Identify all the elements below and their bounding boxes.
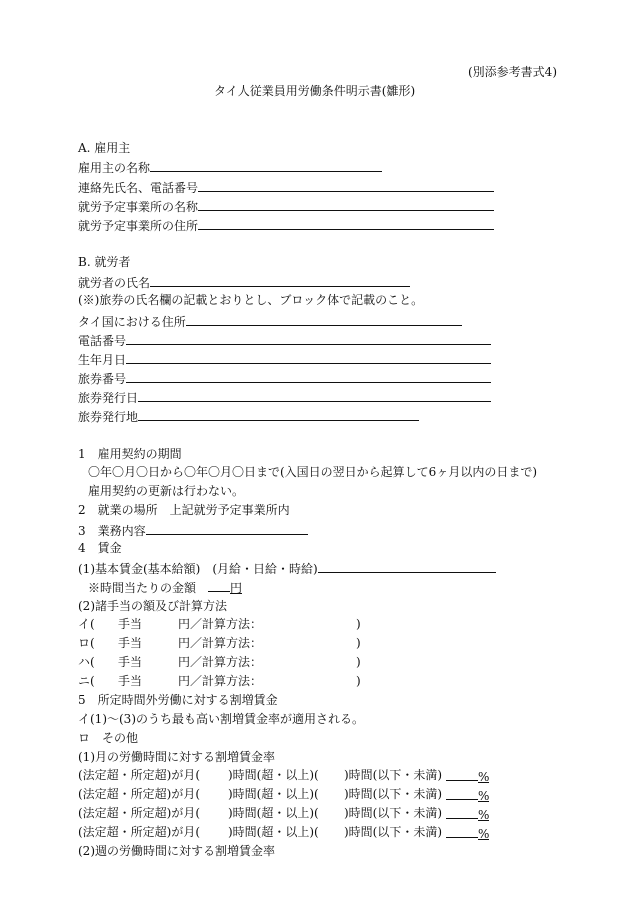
contract-renewal: 雇用契約の更新は行わない。 [88, 484, 245, 498]
workplace-name-field[interactable] [198, 197, 494, 211]
job-description-label: 3 業務内容 [78, 524, 146, 538]
allowance-label: 手当 [118, 655, 143, 669]
field-label: 旅券発行日 [78, 391, 139, 405]
field-label: 生年月日 [78, 353, 127, 367]
contact-field[interactable] [198, 178, 494, 192]
item-5-heading: 5 所定時間外労働に対する割増賃金 [78, 693, 278, 707]
passport-number-row [78, 369, 491, 387]
allowance-mark: ニ( [78, 674, 95, 688]
rate-part-a: (法定超・所定超)が月( [78, 825, 201, 839]
passport-name-note: (※)旅券の氏名欄の記載とおりとし、ブロック体で記載のこと。 [78, 293, 424, 307]
rate-part-c: )時間(以下・未満) [344, 768, 443, 782]
worker-name-field[interactable] [150, 273, 410, 287]
overtime-rule-ro: ロ その他 [78, 731, 139, 745]
rate-value-row [446, 786, 489, 804]
rate-part-c: )時間(以下・未満) [344, 806, 443, 820]
allowance-mark: イ( [78, 617, 95, 631]
rate-part-a: (法定超・所定超)が月( [78, 806, 201, 820]
allowance-close: ) [356, 655, 361, 669]
contact-row [78, 178, 494, 196]
rate-value-row [446, 824, 489, 842]
monthly-rate-heading: (1)月の労働時間に対する割増賃金率 [78, 750, 275, 764]
allowance-calc-label: 円／計算方法： [178, 617, 263, 631]
hourly-amount-label: ※時間当たりの金額 [88, 581, 197, 595]
hourly-amount-row [88, 578, 242, 596]
allowance-label: 手当 [118, 674, 143, 688]
contract-period: 〇年〇月〇日から〇年〇月〇日まで(入国日の翌日から起算して6ヶ月以内の日まで) [88, 465, 538, 479]
base-wage-label: (1)基本賃金(基本給額) (月給・日給・時給) [78, 562, 318, 576]
item-4-heading: 4 賃金 [78, 541, 122, 555]
rate-value-row [446, 805, 489, 823]
passport-issue-date-field[interactable] [138, 388, 491, 402]
allowance-label: 手当 [118, 636, 143, 650]
field-label: 就労者の氏名 [78, 276, 151, 290]
base-wage-row [78, 559, 496, 577]
percent-unit: % [478, 789, 490, 803]
field-label: 連絡先氏名、電話番号 [78, 181, 199, 195]
field-label: 就労予定事業所の住所 [78, 219, 199, 233]
rate-value-row [446, 767, 489, 785]
item-2-workplace: 2 就業の場所 上記就労予定事業所内 [78, 503, 290, 517]
employer-name-row [78, 158, 382, 176]
rate-part-c: )時間(以下・未満) [344, 787, 443, 801]
document-title: タイ人従業員用労働条件明示書(雛形) [214, 84, 416, 98]
section-a-heading: A. 雇用主 [78, 141, 131, 155]
item-1-heading: 1 雇用契約の期間 [78, 447, 182, 461]
allowance-mark: ハ( [78, 655, 95, 669]
rate-part-a: (法定超・所定超)が月( [78, 787, 201, 801]
allowance-close: ) [356, 636, 361, 650]
allowance-calc-label: 円／計算方法： [178, 636, 263, 650]
rate-part-c: )時間(以下・未満) [344, 825, 443, 839]
rate-part-b: )時間(超・以上)( [228, 787, 319, 801]
rate-value-field[interactable] [446, 786, 478, 800]
percent-unit: % [478, 808, 490, 822]
field-label: 旅券番号 [78, 372, 127, 386]
allowance-close: ) [356, 674, 361, 688]
overtime-rule-i: イ(1)～(3)のうち最も高い割増賃金率が適用される。 [78, 712, 364, 726]
rate-part-b: )時間(超・以上)( [228, 806, 319, 820]
rate-value-field[interactable] [446, 767, 478, 781]
yen-unit: 円 [230, 581, 243, 595]
allowance-close: ) [356, 617, 361, 631]
workplace-address-row [78, 216, 494, 234]
worker-name-row [78, 273, 410, 291]
section-b-heading: B. 就労者 [78, 255, 131, 269]
field-label: 電話番号 [78, 334, 127, 348]
passport-issue-date-row [78, 388, 491, 406]
allowances-heading: (2)諸手当の額及び計算方法 [78, 599, 227, 613]
allowance-mark: ロ( [78, 636, 95, 650]
rate-value-field[interactable] [446, 824, 478, 838]
thai-address-field[interactable] [186, 312, 462, 326]
passport-issue-place-row [78, 407, 419, 425]
birthdate-row [78, 350, 491, 368]
form-reference: (別添参考書式4) [468, 65, 557, 79]
rate-part-b: )時間(超・以上)( [228, 825, 319, 839]
base-wage-field[interactable] [318, 559, 496, 573]
phone-row [78, 331, 491, 349]
rate-value-field[interactable] [446, 805, 478, 819]
allowance-calc-label: 円／計算方法： [178, 655, 263, 669]
percent-unit: % [478, 827, 490, 841]
rate-part-a: (法定超・所定超)が月( [78, 768, 201, 782]
allowance-calc-label: 円／計算方法： [178, 674, 263, 688]
allowance-label: 手当 [118, 617, 143, 631]
job-description-field[interactable] [146, 521, 308, 535]
field-label: 旅券発行地 [78, 410, 139, 424]
phone-field[interactable] [126, 331, 491, 345]
percent-unit: % [478, 770, 490, 784]
field-label: タイ国における住所 [78, 315, 186, 329]
rate-part-b: )時間(超・以上)( [228, 768, 319, 782]
item-3-row [78, 521, 308, 539]
workplace-name-row [78, 197, 494, 215]
workplace-address-field[interactable] [198, 216, 494, 230]
birthdate-field[interactable] [126, 350, 491, 364]
employer-name-field[interactable] [150, 158, 382, 172]
thai-address-row [78, 312, 462, 330]
hourly-amount-field[interactable] [208, 578, 230, 592]
passport-number-field[interactable] [126, 369, 491, 383]
weekly-rate-heading: (2)週の労働時間に対する割増賃金率 [78, 844, 275, 858]
field-label: 雇用主の名称 [78, 161, 151, 175]
passport-issue-place-field[interactable] [138, 407, 419, 421]
field-label: 就労予定事業所の名称 [78, 200, 199, 214]
